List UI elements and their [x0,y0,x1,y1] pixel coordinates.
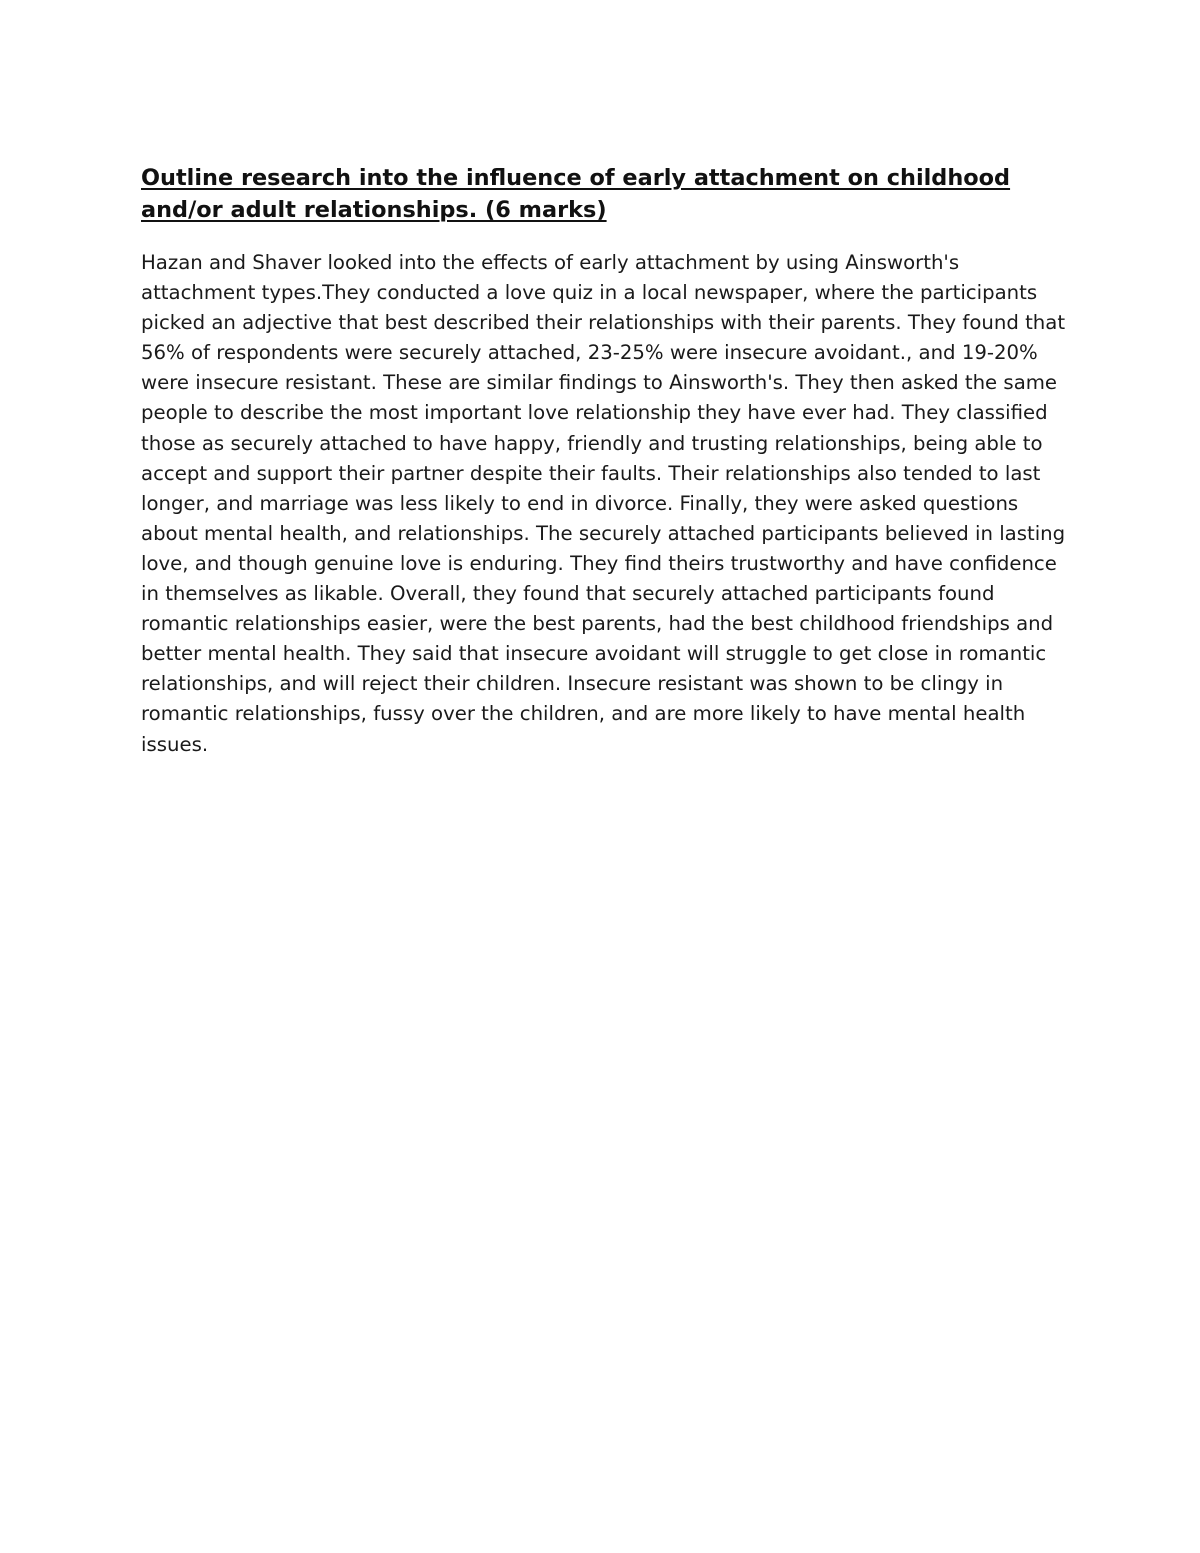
essay-answer-paragraph: Hazan and Shaver looked into the effects of early attachment by using Ainsworth's attachment types.They conducted a love quiz in a local newspaper, where the participants picked an adjective that best described their relationships with their parents. They found that 56% of respondents were securely attached, 23-25% were insecure avoidant., and 19-20% were insecure resistant. These are similar findings to Ainsworth's. They then asked the same people to describe the most important love relationship they have ever had. They classified those as securely attached to have happy, friendly and trusting relationships, being able to accept and support their partner despite their faults. Their relationships also tended to last longer, and marriage was less likely to end in divorce. Finally, they were asked questions about mental health, and relationships. The securely attached participants believed in lasting love, and though genuine love is enduring. They find theirs trustworthy and have confidence in themselves as likable. Overall, they found that securely attached participants found romantic relationships easier, were the best parents, had the best childhood friendships and better mental health. They said that insecure avoidant will struggle to get close in romantic relationships, and will reject their children. Insecure resistant was shown to be clingy in romantic relationships, fussy over the children, and are more likely to have mental health issues. [141,251,1066,756]
essay-question-heading: Outline research into the influence of early attachment on childhood and/or adult relationships. (6 marks) [141,165,1011,223]
document-content [141,162,1071,760]
